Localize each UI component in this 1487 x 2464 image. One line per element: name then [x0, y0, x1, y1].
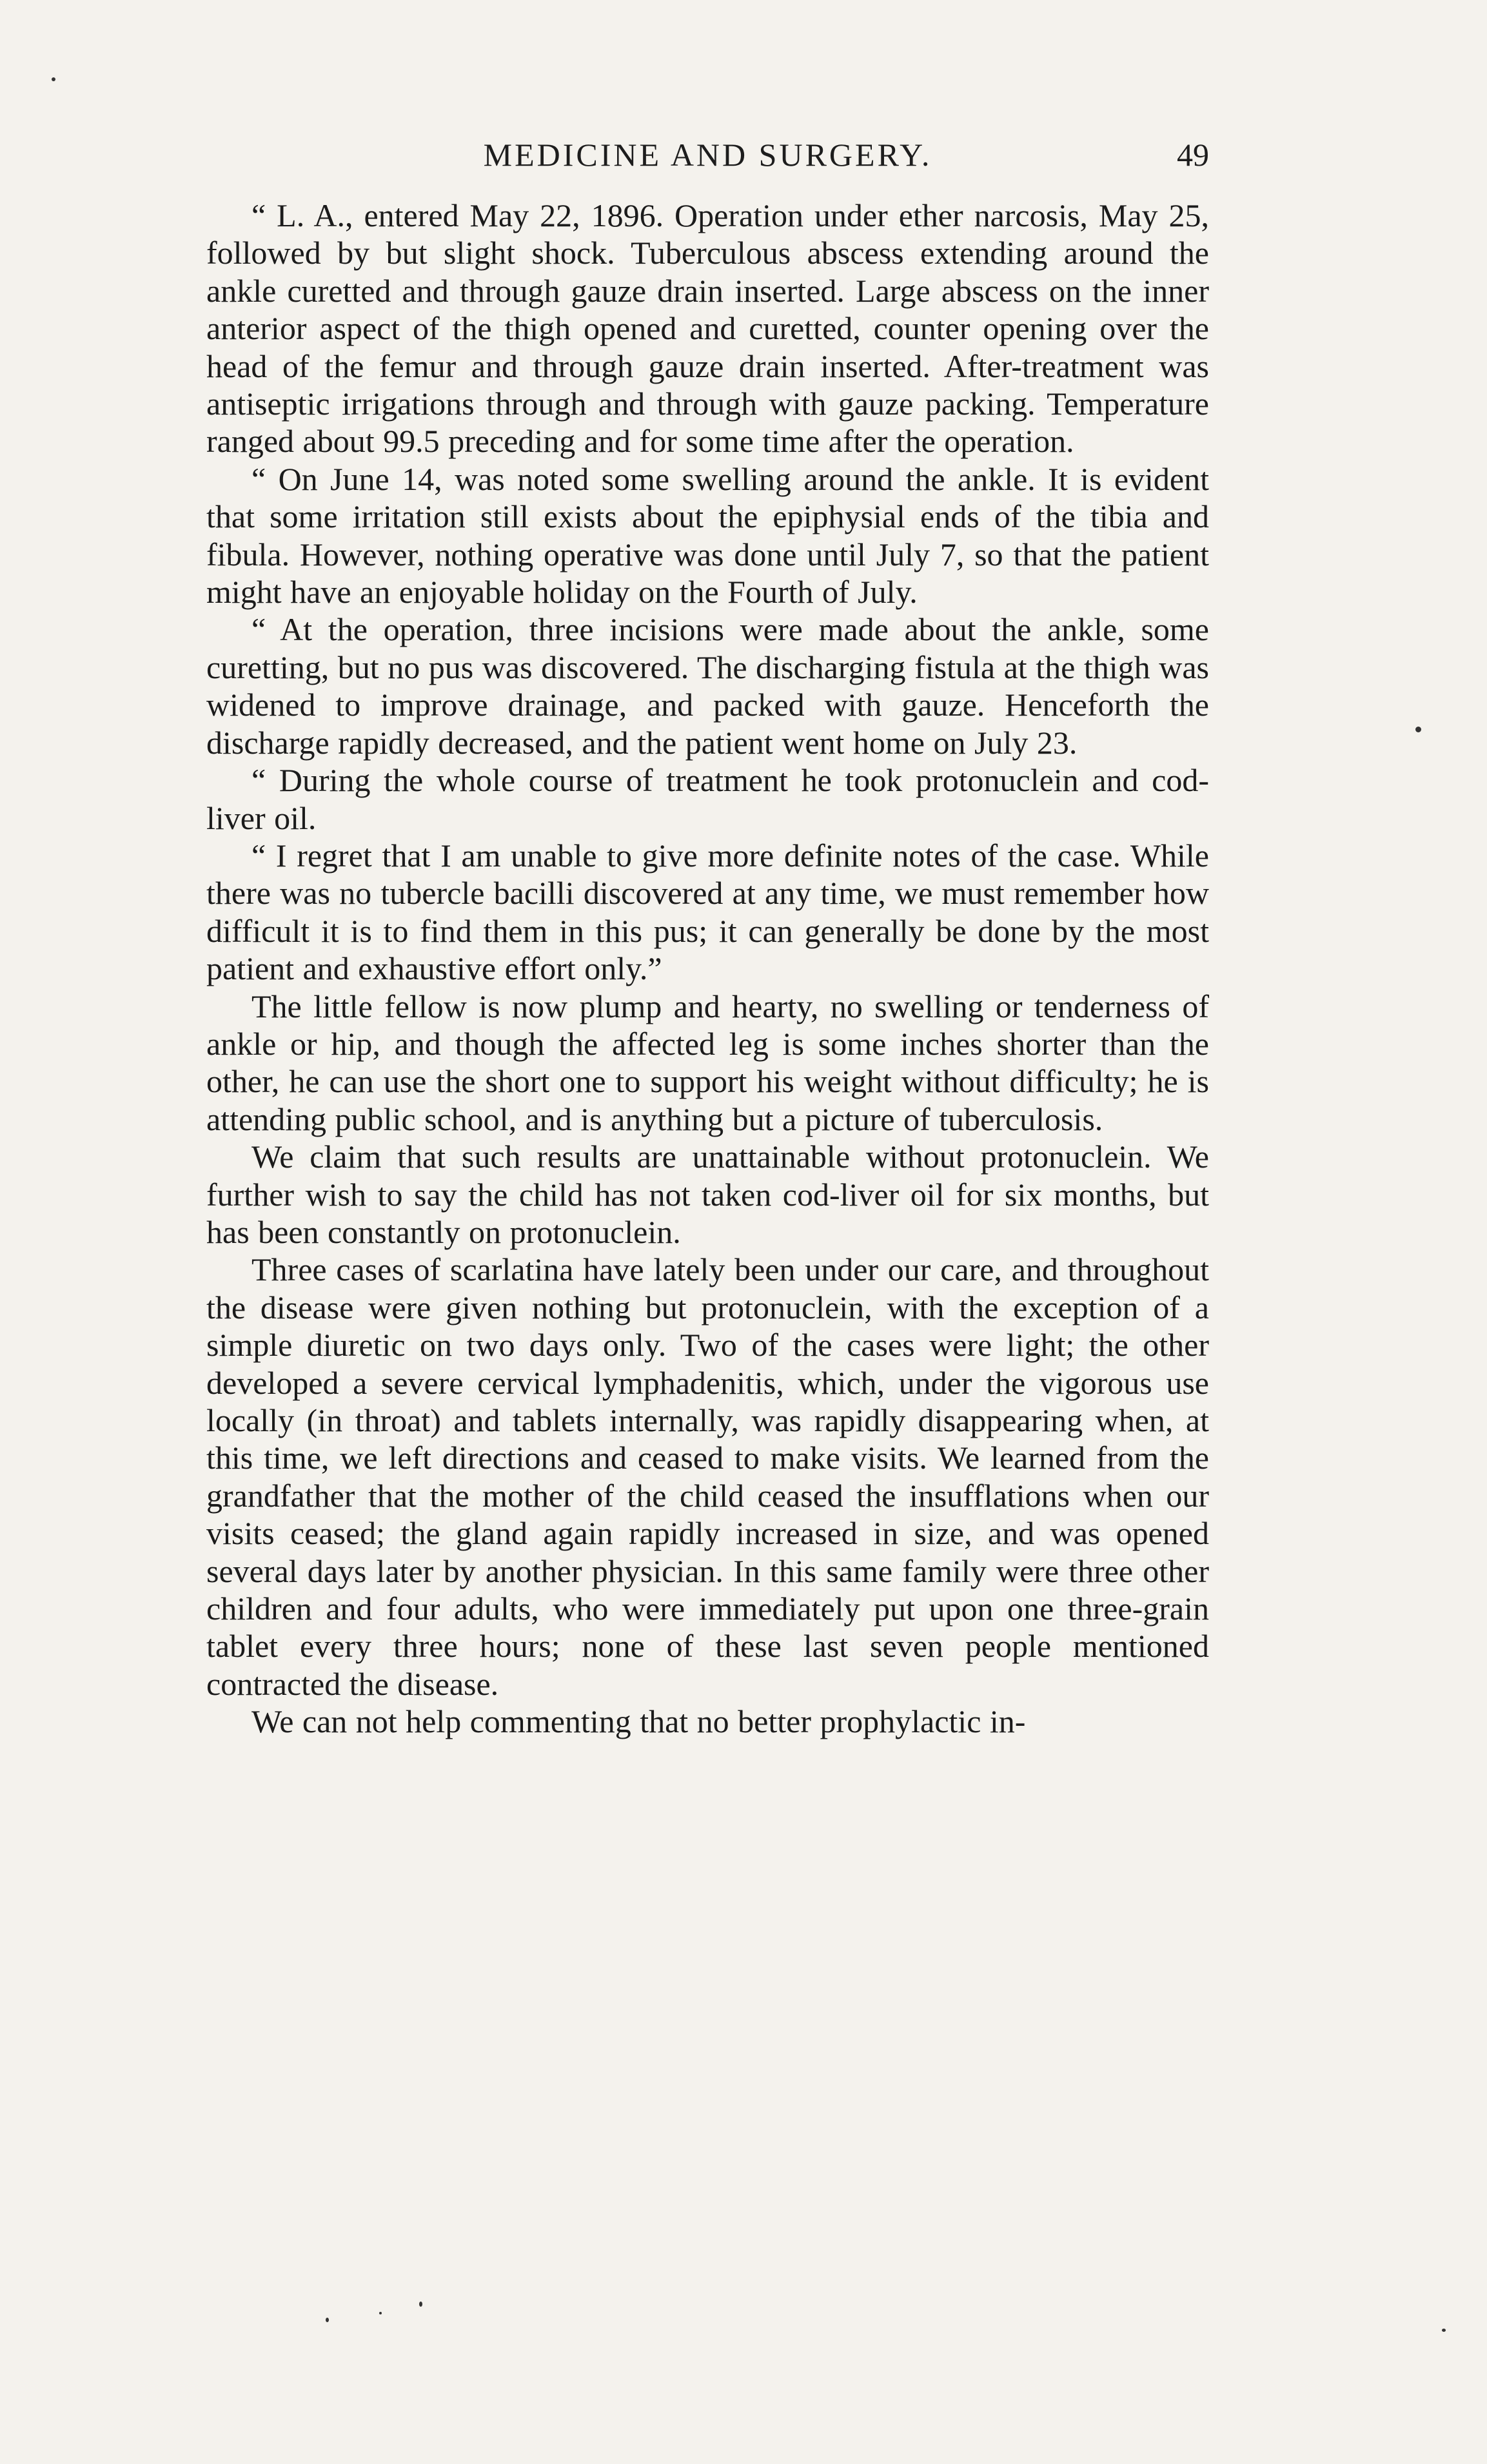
paper-speck [1442, 2329, 1446, 2332]
paper-speck [419, 2302, 422, 2307]
paragraph: We can not help commenting that no better prophylactic in- [251, 1703, 1026, 1740]
paragraph: “ L. A., entered May 22, 1896. Operation under ether narcosis, May 25, followed by but slight shock. Tuberculous abscess extending around the ankle curetted and through gauze drain inserted. Large abscess on the inner anterior aspect of the thigh opened and curetted, counter opening over the head of the femur and through gauze drain inserted. After-treatment was antiseptic irrigations through and through with gauze packing. Temperature ranged about 99.5 preceding and for some time after the operation. [206, 197, 1209, 460]
paragraph: “ I regret that I am unable to give more definite notes of the case. While there was no tubercle bacilli discovered at any time, we must remember how difficult it is to find them in this pus; it can generally be done by the most patient and exhaustive effort only.” [206, 837, 1209, 987]
paragraph: We claim that such results are unattainable without protonuclein. We further wish to say the child has not taken cod-liver oil for six months, but has been constantly on protonuclein. [206, 1139, 1209, 1250]
paragraph: The little fellow is now plump and hearty, no swelling or tenderness of ankle or hip, and though the affected leg is some inches shorter than the other, he can use the short one to support his weight without difficulty; he is attending public school, and is anything but a picture of tuberculosis. [206, 988, 1209, 1137]
page-header [206, 132, 1209, 177]
paragraph: Three cases of scarlatina have lately been under our care, and throughout the disease were given nothing but protonuclein, with the exception of a simple diuretic on two days only. Two of the cases were light; the other developed a severe cervical lymphadenitis, which, under the vigorous use locally (in throat) and tablets internally, was rapidly disappearing when, at this time, we left directions and ceased to make visits. We learned from the grandfather that the mother of the child ceased the insufflations when our visits ceased; the gland again rapidly increased in size, and was opened several days later by another physician. In this same family were three other children and four adults, who were immediately put upon one three-grain tablet every three hours; none of these last seven people mentioned contracted the disease. [206, 1251, 1209, 1702]
body-text [206, 197, 1209, 1741]
paragraph: “ During the whole course of treatment he took protonuclein and cod-liver oil. [206, 762, 1209, 836]
page-number: 49 [1177, 137, 1209, 173]
paper-speck [52, 77, 55, 81]
paper-speck [326, 2318, 329, 2322]
paragraph: “ At the operation, three incisions were made about the ankle, some curetting, but no pus was discovered. The discharging fistula at the thigh was widened to improve drainage, and packed with gauze. Henceforth the discharge rapidly decreased, and the patient went home on July 23. [206, 611, 1209, 761]
running-head: MEDICINE AND SURGERY. [483, 137, 932, 173]
paragraph: “ On June 14, was noted some swelling around the ankle. It is evident that some irritation still exists about the epiphysial ends of the tibia and fibula. However, nothing operative was done until July 7, so that the patient might have an enjoyable holiday on the Fourth of July. [206, 460, 1209, 611]
paper-speck [379, 2312, 382, 2314]
paper-speck [1415, 727, 1421, 732]
